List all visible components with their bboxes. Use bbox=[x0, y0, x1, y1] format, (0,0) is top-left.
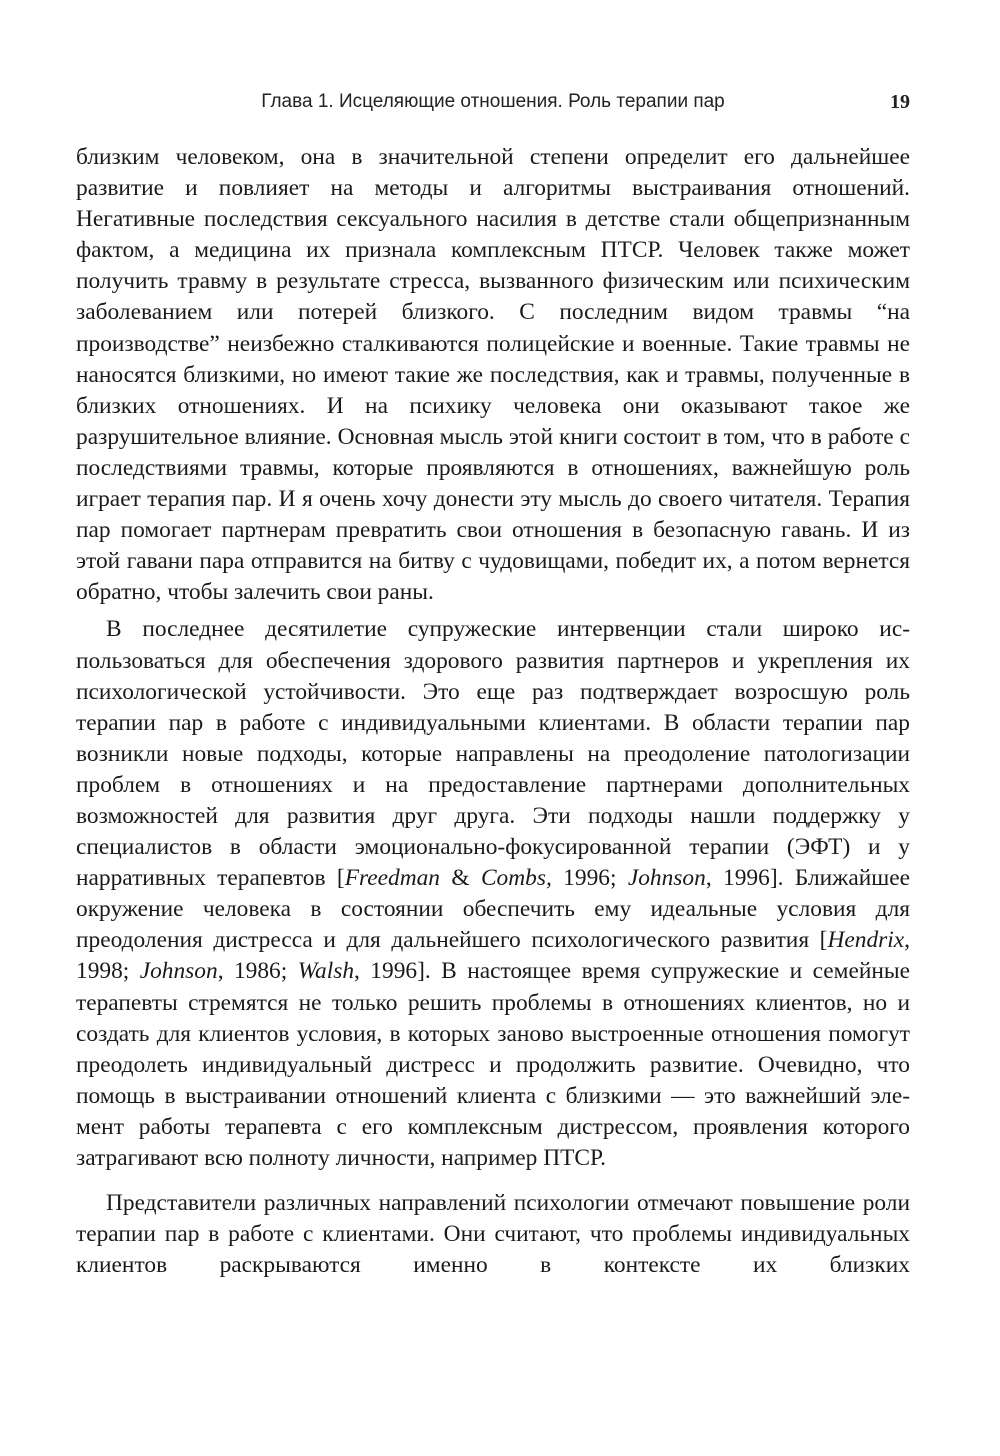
text-run: , 1996]. Ближайшее окружение человека в состоянии обеспечить ему идеальные условия для преодоления дистресса и для дальнейшего психологического развития [ bbox=[76, 865, 910, 954]
text-run: Представители различных направлений психологии отмечают повышение роли терапии пар в работе с клиентами. Они считают, что проблемы индивидуальных клиентов раскрываются именно в контексте их близких bbox=[76, 1190, 910, 1279]
citation-author: Combs, bbox=[480, 865, 552, 892]
citation-author: Johnson bbox=[139, 958, 218, 985]
citation-author: Johnson bbox=[627, 865, 706, 892]
text-run: В последнее десятилетие супружеские интервенции стали широко использоваться для обеспечения здорового развития партнеров и укрепления их психологической устойчивости. Это еще раз подтверждает возросшую роль терапии пар в работе с индивидуальными клиентами. В области терапии пар возникли новые подходы, которые направлены на преодоление патологизации проблем в отношениях и на предоставление партнерами дополнительных возможностей для развития друг друга. Эти подходы нашли поддержку у специалистов в области эмоционально-фокусированной терапии (ЭФТ) и у нарративных терапевтов [ bbox=[76, 616, 910, 892]
text-run: , 1986; bbox=[217, 958, 298, 985]
paragraph-marital-interventions bbox=[76, 614, 910, 1174]
body-text bbox=[76, 142, 910, 1281]
running-header bbox=[76, 86, 910, 118]
paragraph-psychology-directions bbox=[76, 1188, 910, 1281]
text-run: близким человеком, она в значительной степени определит его дальнейшее развитие и повлияет на методы и алгоритмы выстраивания отношений. Негативные последствия сексуального насилия в детстве стали общепризнанным фактом, а медицина их признала комплексным ПТСР. Человек также может получить травму в результате стресса, вызванного физическим или психическим заболеванием или потерей близкого. С последним видом травмы “на производстве” неизбежно сталкиваются полицейские и военные. Такие травмы не наносятся близкими, но имеют такие же последствия, как и травмы, полученные в близких отношениях. И на психику человека они оказывают такое же разрушительное влияние. Основная мысль этой книги состоит в том, что в работе с последствиями травмы, которые проявляются в отношениях, важнейшую роль играет терапия пар. И я очень хочу донести эту мысль до своего читателя. Терапия пар помогает партнерам превратить свои отношения в безопасную гавань. И из этой гавани пара отправится на битву с чудовищами, победит их, а потом вернется обратно, чтобы залечить свои раны. bbox=[76, 144, 910, 606]
text-run: 1996; bbox=[551, 865, 628, 892]
page-number: 19 bbox=[890, 91, 910, 113]
citation-author: Freedman bbox=[344, 865, 440, 892]
text-run: , 1996]. В настоящее время супружеские и семейные терапевты стремятся не только решить проблемы в отношениях клиентов, но и создать для клиентов условия, в которых заново выстроенные отношения помогут преодолеть индивидуальный дистресс и продолжить развитие. Очевидно, что помощь в выстраивании отношений клиента с близкими — это важнейший элемент работы терапевта с его комплексным дистрессом, проявления которого затрагивают всю полноту личности, например ПТСР. bbox=[76, 958, 910, 1171]
text-run: & bbox=[439, 865, 481, 892]
chapter-title: Глава 1. Исцеляющие отношения. Роль терапии пар bbox=[261, 91, 725, 112]
citation-author: Hendrix bbox=[827, 927, 905, 954]
citation-author: Walsh bbox=[297, 958, 355, 985]
paragraph-continued bbox=[76, 142, 910, 608]
text-run: , 1998; bbox=[76, 927, 910, 985]
